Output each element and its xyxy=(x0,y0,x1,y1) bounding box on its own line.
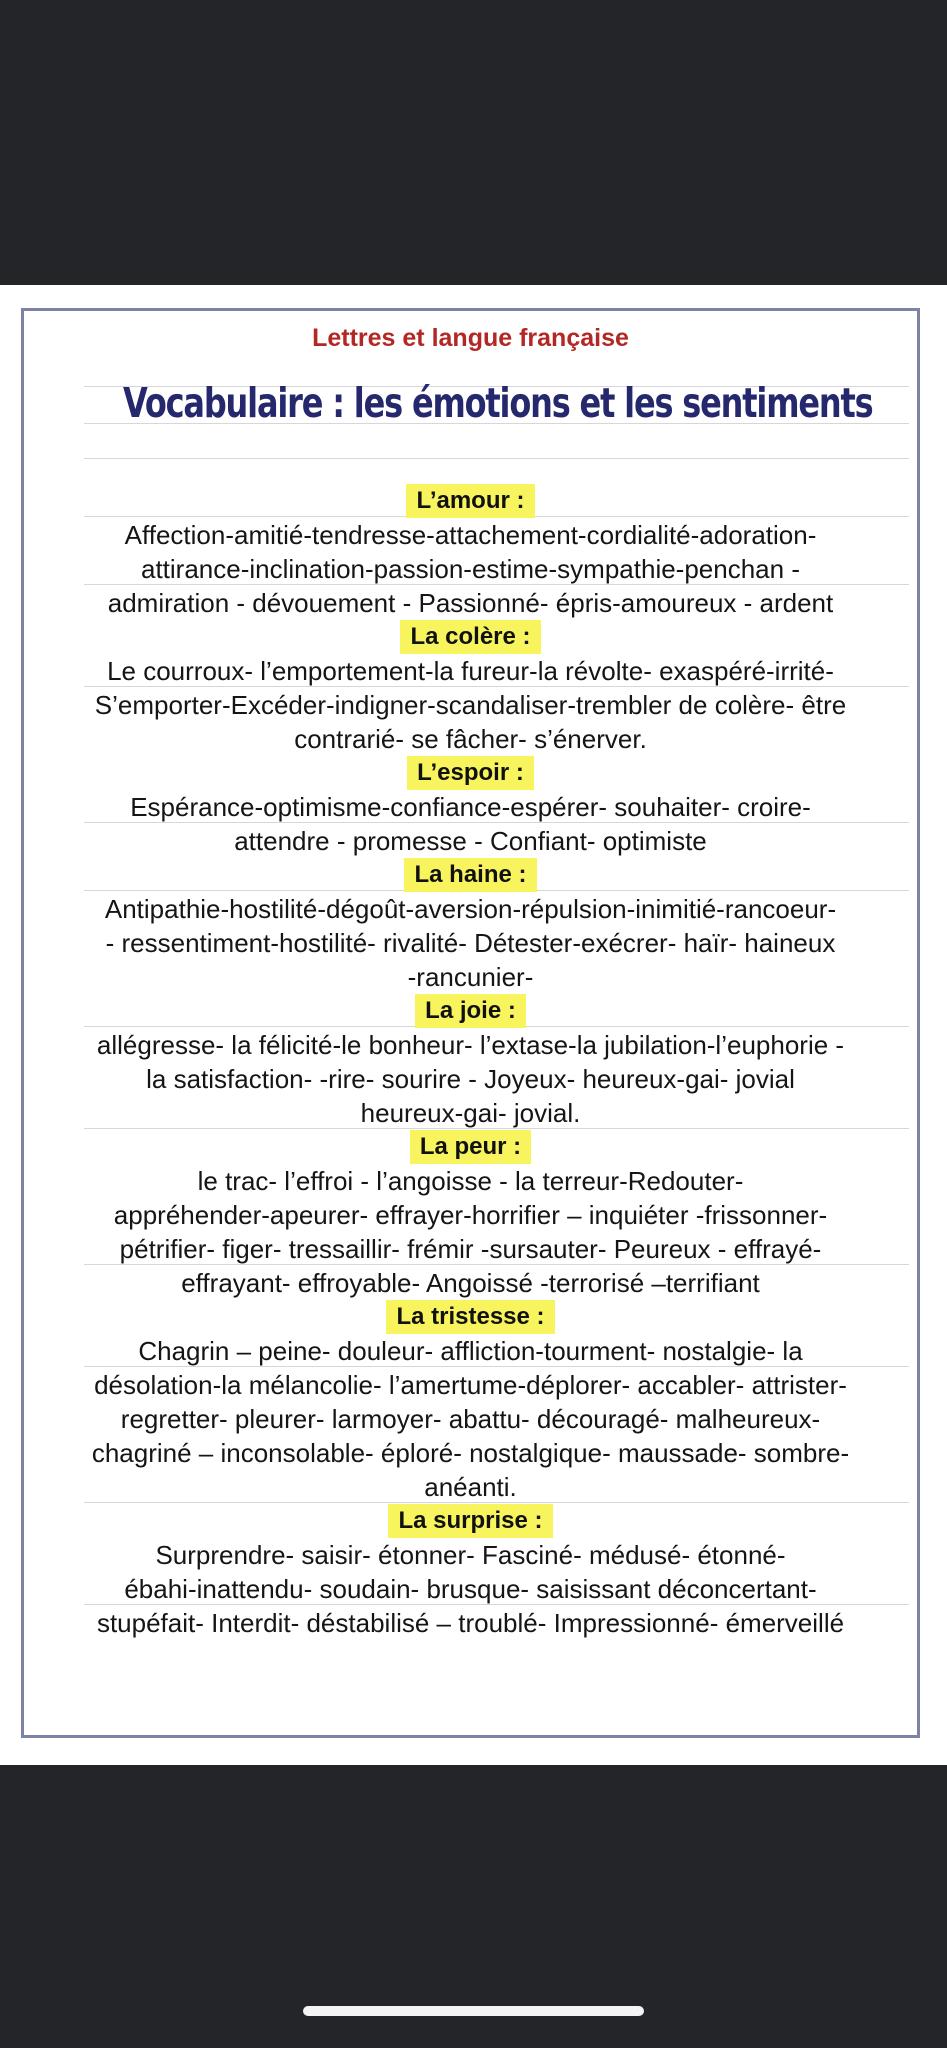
section-line: -rancunier- xyxy=(407,962,534,992)
section-line: appréhender-apeurer- effrayer-horrifier – inquiéter -frissonner- xyxy=(113,1200,828,1230)
section-line: Chagrin – peine- douleur- affliction-tourment- nostalgie- la xyxy=(138,1336,803,1366)
section-line: Le courroux- l’emportement-la fureur-la révolte- exaspéré-irrité- xyxy=(107,656,834,686)
section-line: chagriné – inconsolable- éploré- nostalgique- maussade- sombre- xyxy=(91,1438,850,1468)
section-line: stupéfait- Interdit- déstabilisé – troublé- Impressionné- émerveillé xyxy=(96,1608,845,1638)
home-indicator[interactable] xyxy=(303,2006,644,2016)
section-line: Affection-amitié-tendresse-attachement-cordialité-adoration- xyxy=(124,520,817,550)
section-heading: La joie : xyxy=(415,994,526,1028)
section-haine xyxy=(24,858,917,994)
section-heading: La colère : xyxy=(400,620,540,654)
document-content xyxy=(24,311,917,1735)
section-line: regretter- pleurer- larmoyer- abattu- découragé- malheureux- xyxy=(120,1404,821,1434)
vocabulary-sections xyxy=(24,484,917,1640)
document-page xyxy=(0,285,947,1765)
section-line: contrarié- se fâcher- s’énerver. xyxy=(294,724,647,754)
section-line: pétrifier- figer- tressaillir- frémir -sursauter- Peureux - effrayé- xyxy=(119,1234,822,1264)
section-heading: L’espoir : xyxy=(407,756,534,790)
section-heading: La peur : xyxy=(410,1130,531,1164)
section-line: admiration - dévouement - Passionné- épris-amoureux - ardent xyxy=(107,588,834,618)
section-heading: La surprise : xyxy=(388,1504,552,1538)
section-line: Espérance-optimisme-confiance-espérer- souhaiter- croire- xyxy=(130,792,811,822)
section-line: S’emporter-Excéder-indigner-scandaliser-trembler de colère- être xyxy=(94,690,847,720)
section-surprise xyxy=(24,1504,917,1640)
top-dark-bar xyxy=(0,0,947,285)
page-header: Lettres et langue française xyxy=(312,324,629,352)
section-line: le trac- l’effroi - l’angoisse - la terreur-Redouter- xyxy=(197,1166,744,1196)
section-line: heureux-gai- jovial. xyxy=(360,1098,581,1128)
page-title: Vocabulaire : les émotions et les sentiments xyxy=(123,379,873,427)
section-heading: La haine : xyxy=(404,858,536,892)
section-colere xyxy=(24,620,917,756)
section-peur xyxy=(24,1130,917,1300)
section-line: allégresse- la félicité-le bonheur- l’extase-la jubilation-l’euphorie - xyxy=(96,1030,845,1060)
section-line: - ressentiment-hostilité- rivalité- Détester-exécrer- haïr- haineux xyxy=(105,928,836,958)
section-line: Surprendre- saisir- étonner- Fasciné- médusé- étonné- xyxy=(155,1540,786,1570)
section-line: attirance-inclination-passion-estime-sympathie-penchan - xyxy=(141,554,800,584)
section-line: anéanti. xyxy=(424,1472,517,1502)
section-amour xyxy=(24,484,917,620)
section-line: ébahi-inattendu- soudain- brusque- saisissant déconcertant- xyxy=(124,1574,817,1604)
section-heading: L’amour : xyxy=(406,484,534,518)
section-line: Antipathie-hostilité-dégoût-aversion-répulsion-inimitié-rancoeur- xyxy=(104,894,837,924)
section-joie xyxy=(24,994,917,1130)
section-line: désolation-la mélancolie- l’amertume-déplorer- accabler- attrister- xyxy=(94,1370,847,1400)
section-tristesse xyxy=(24,1300,917,1504)
section-line: attendre - promesse - Confiant- optimiste xyxy=(234,826,707,856)
section-line: effrayant- effroyable- Angoissé -terrorisé –terrifiant xyxy=(181,1268,760,1298)
section-line: la satisfaction- -rire- sourire - Joyeux- heureux-gai- jovial xyxy=(146,1064,795,1094)
document-frame xyxy=(21,308,920,1738)
section-espoir xyxy=(24,756,917,858)
section-heading: La tristesse : xyxy=(386,1300,554,1334)
